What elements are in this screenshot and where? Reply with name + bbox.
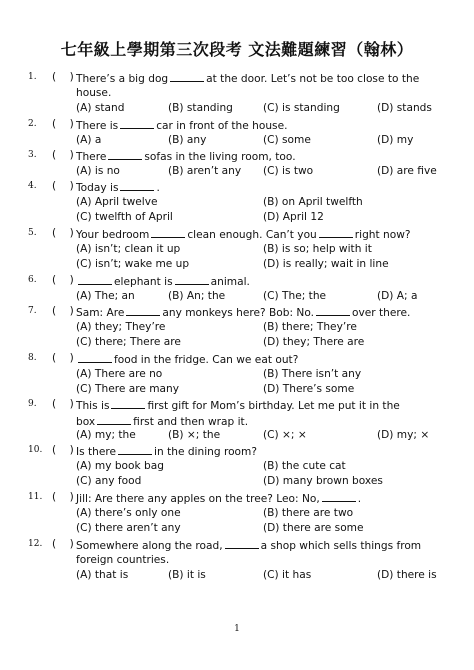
option-d[interactable]: (D) they; There are bbox=[263, 336, 365, 349]
option-a[interactable]: (A) a bbox=[76, 133, 102, 146]
answer-blank[interactable] bbox=[151, 226, 185, 238]
option-b[interactable]: (B) it is bbox=[168, 569, 206, 582]
option-a[interactable]: (A) The; an bbox=[76, 289, 135, 302]
option-a[interactable]: (A) my book bag bbox=[76, 459, 164, 472]
answer-paren[interactable]: ( ) bbox=[52, 398, 74, 410]
option-a[interactable]: (A) April twelve bbox=[76, 195, 158, 208]
answer-paren[interactable]: ( ) bbox=[52, 180, 74, 192]
answer-blank[interactable] bbox=[316, 304, 350, 316]
question-number: 12. bbox=[28, 539, 43, 549]
option-c[interactable]: (C) some bbox=[263, 133, 311, 146]
option-c[interactable]: (C) is standing bbox=[263, 102, 340, 115]
answer-blank[interactable] bbox=[97, 413, 131, 425]
answer-paren[interactable]: ( ) bbox=[52, 444, 74, 456]
answer-paren[interactable]: ( ) bbox=[52, 227, 74, 239]
option-b[interactable]: (B) is so; help with it bbox=[263, 242, 372, 255]
option-d[interactable]: (D) are five bbox=[377, 164, 437, 177]
option-b[interactable]: (B) An; the bbox=[168, 289, 226, 302]
answer-paren[interactable]: ( ) bbox=[52, 305, 74, 317]
answer-blank[interactable] bbox=[322, 490, 356, 502]
question-stem-continued: foreign countries. bbox=[76, 553, 170, 566]
page-title: 七年級上學期第三次段考 文法難題練習（翰林） bbox=[60, 40, 414, 59]
answer-blank[interactable] bbox=[170, 70, 204, 82]
option-a[interactable]: (A) there’s only one bbox=[76, 506, 181, 519]
option-a[interactable]: (A) they; They’re bbox=[76, 320, 166, 333]
answer-paren[interactable]: ( ) bbox=[52, 538, 74, 550]
answer-blank[interactable] bbox=[126, 304, 160, 316]
question-stem: Somewhere along the road, a shop which sells things from bbox=[76, 537, 421, 555]
question-number: 3. bbox=[28, 150, 37, 160]
answer-blank[interactable] bbox=[78, 273, 112, 285]
option-b[interactable]: (B) standing bbox=[168, 102, 233, 115]
question-stem: There’s a big dog at the door. Let’s not be too close to the bbox=[76, 70, 419, 88]
answer-blank[interactable] bbox=[118, 443, 152, 455]
option-b[interactable]: (B) ×; the bbox=[168, 429, 221, 442]
option-c[interactable]: (C) there aren’t any bbox=[76, 522, 181, 535]
option-c[interactable]: (C) it has bbox=[263, 569, 312, 582]
question-stem-continued: box first and then wrap it. bbox=[76, 413, 248, 431]
option-a[interactable]: (A) is no bbox=[76, 164, 120, 177]
option-c[interactable]: (C) any food bbox=[76, 475, 142, 488]
question-stem: Your bedroom clean enough. Can’t you right now? bbox=[76, 226, 411, 244]
option-b[interactable]: (B) the cute cat bbox=[263, 459, 346, 472]
answer-blank[interactable] bbox=[120, 117, 154, 129]
option-a[interactable]: (A) that is bbox=[76, 569, 129, 582]
answer-blank[interactable] bbox=[175, 273, 209, 285]
option-d[interactable]: (D) is really; wait in line bbox=[263, 258, 389, 271]
question-stem: Today is . bbox=[76, 179, 160, 197]
option-b[interactable]: (B) there are two bbox=[263, 506, 354, 519]
option-d[interactable]: (D) my; × bbox=[377, 429, 430, 442]
answer-blank[interactable] bbox=[78, 351, 112, 363]
option-a[interactable]: (A) isn’t; clean it up bbox=[76, 242, 181, 255]
option-c[interactable]: (C) ×; × bbox=[263, 429, 307, 442]
option-b[interactable]: (B) There isn’t any bbox=[263, 367, 362, 380]
answer-blank[interactable] bbox=[120, 179, 154, 191]
question-number: 10. bbox=[28, 445, 43, 455]
question-number: 9. bbox=[28, 399, 37, 409]
option-b[interactable]: (B) on April twelfth bbox=[263, 195, 363, 208]
option-c[interactable]: (C) there; There are bbox=[76, 336, 181, 349]
option-b[interactable]: (B) there; They’re bbox=[263, 320, 357, 333]
question-stem: elephant is animal. bbox=[76, 273, 250, 291]
option-a[interactable]: (A) stand bbox=[76, 102, 125, 115]
question-stem: Is there in the dining room? bbox=[76, 443, 257, 461]
answer-paren[interactable]: ( ) bbox=[52, 352, 74, 364]
question-stem: Jill: Are there any apples on the tree? Leo: No, . bbox=[76, 490, 361, 508]
answer-blank[interactable] bbox=[108, 148, 142, 160]
question-number: 4. bbox=[28, 181, 37, 191]
option-c[interactable]: (C) There are many bbox=[76, 383, 180, 396]
option-d[interactable]: (D) many brown boxes bbox=[263, 475, 383, 488]
question-number: 8. bbox=[28, 353, 37, 363]
answer-paren[interactable]: ( ) bbox=[52, 118, 74, 130]
option-c[interactable]: (C) twelfth of April bbox=[76, 211, 173, 224]
page-number: 1 bbox=[234, 624, 240, 634]
question-stem-continued: house. bbox=[76, 86, 112, 99]
option-d[interactable]: (D) There’s some bbox=[263, 383, 355, 396]
question-number: 5. bbox=[28, 228, 37, 238]
answer-paren[interactable]: ( ) bbox=[52, 491, 74, 503]
question-number: 11. bbox=[28, 492, 43, 502]
option-b[interactable]: (B) aren’t any bbox=[168, 164, 242, 177]
answer-paren[interactable]: ( ) bbox=[52, 274, 74, 286]
option-d[interactable]: (D) A; a bbox=[377, 289, 418, 302]
option-d[interactable]: (D) my bbox=[377, 133, 414, 146]
question-stem: There sofas in the living room, too. bbox=[76, 148, 296, 166]
answer-paren[interactable]: ( ) bbox=[52, 149, 74, 161]
option-a[interactable]: (A) There are no bbox=[76, 367, 163, 380]
question-number: 7. bbox=[28, 306, 37, 316]
option-a[interactable]: (A) my; the bbox=[76, 429, 136, 442]
question-number: 2. bbox=[28, 119, 37, 129]
question-number: 6. bbox=[28, 275, 37, 285]
answer-blank[interactable] bbox=[225, 537, 259, 549]
question-number: 1. bbox=[28, 72, 37, 82]
answer-blank[interactable] bbox=[319, 226, 353, 238]
option-b[interactable]: (B) any bbox=[168, 133, 207, 146]
answer-paren[interactable]: ( ) bbox=[52, 71, 74, 83]
option-c[interactable]: (C) The; the bbox=[263, 289, 327, 302]
question-stem: There is car in front of the house. bbox=[76, 117, 287, 135]
answer-blank[interactable] bbox=[111, 397, 145, 409]
question-stem: This is first gift for Mom’s birthday. Let me put it in the bbox=[76, 397, 400, 415]
question-stem: food in the fridge. Can we eat out? bbox=[76, 351, 298, 369]
option-d[interactable]: (D) stands bbox=[377, 102, 432, 115]
option-d[interactable]: (D) there are some bbox=[263, 522, 364, 535]
option-c[interactable]: (C) is two bbox=[263, 164, 314, 177]
option-c[interactable]: (C) isn’t; wake me up bbox=[76, 258, 190, 271]
question-stem: Sam: Are any monkeys here? Bob: No. over there. bbox=[76, 304, 410, 322]
option-d[interactable]: (D) April 12 bbox=[263, 211, 324, 224]
option-d[interactable]: (D) there is bbox=[377, 569, 437, 582]
